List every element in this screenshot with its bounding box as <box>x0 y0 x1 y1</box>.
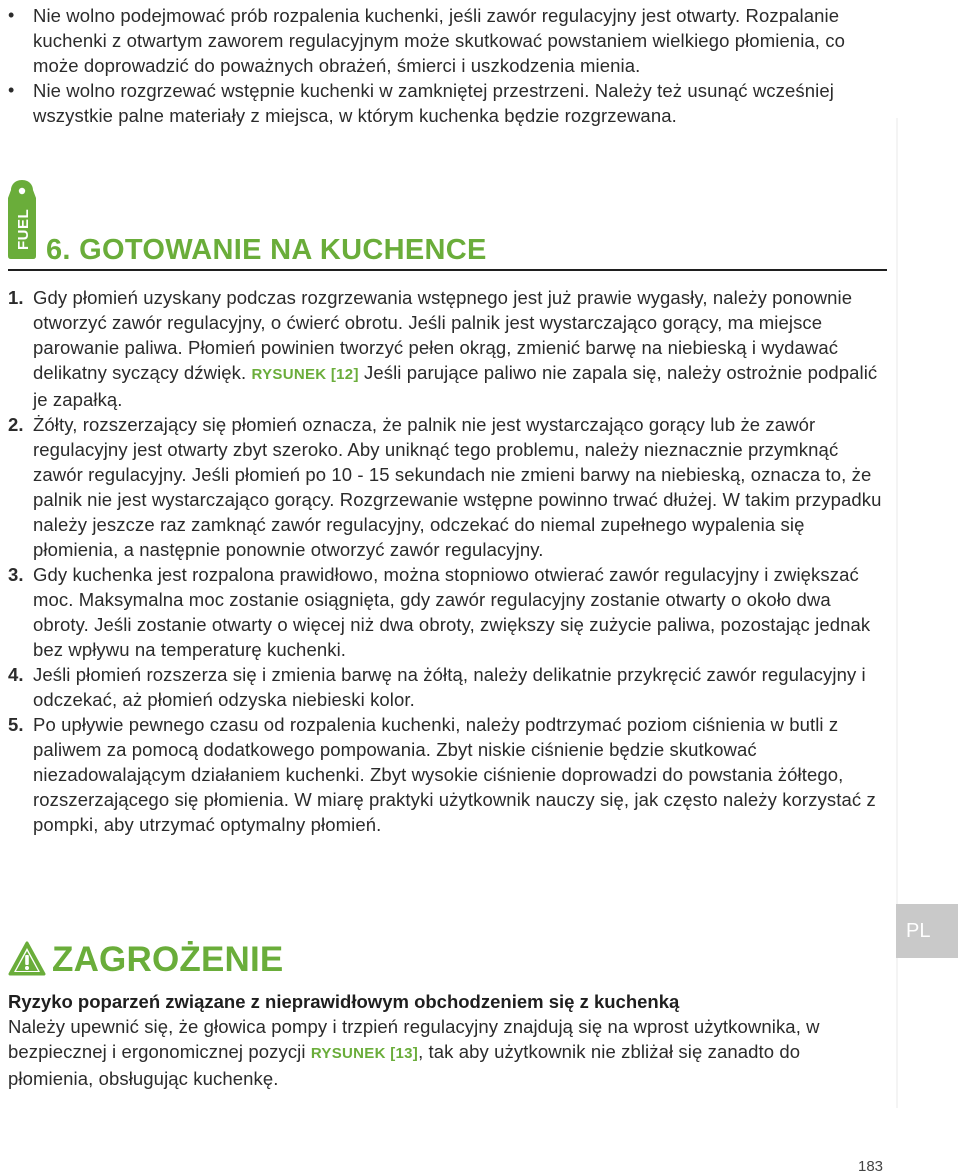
bullet-item <box>8 3 888 78</box>
figure-reference: RYSUNEK [12] <box>251 366 359 383</box>
bullet-text: Nie wolno rozgrzewać wstępnie kuchenki w zamkniętej przestrzeni. Należy też usunąć wcześniej wszystkie palne materiały z miejsca, w którym kuchenka będzie rozgrzewana. <box>33 80 834 126</box>
steps-list <box>8 285 888 837</box>
fuel-tag-icon <box>4 178 40 260</box>
margin-strip <box>896 118 898 1108</box>
step-item <box>8 712 888 837</box>
bullet-text: Nie wolno podejmować prób rozpalenia kuchenki, jeśli zawór regulacyjny jest otwarty. Rozpalanie kuchenki z otwartym zaworem regulacyjnym może skutkować powstaniem wielkiego płomienia, co może doprowadzić do poważnych obrażeń, śmierci i uszkodzenia mienia. <box>33 5 846 76</box>
safety-bullet-list <box>8 3 888 128</box>
step-number: 3. <box>8 564 24 585</box>
step-item <box>8 285 888 412</box>
step-item <box>8 412 888 562</box>
figure-reference: RYSUNEK [13] <box>310 1045 419 1062</box>
warning-subtitle: Ryzyko poparzeń związane z nieprawidłowym obchodzeniem się z kuchenką <box>8 991 680 1012</box>
step-text: Gdy kuchenka jest rozpalona prawidłowo, można stopniowo otwierać zawór regulacyjny i zwiększać moc. Maksymalna moc zostanie osiągnięta, gdy zawór regulacyjny zostanie otwarty o około dwa obroty. Jeśli zostanie otwarty o więcej niż dwa obroty, zwiększy się zużycie paliwa, pozostając jednak bez wpływu na temperaturę kuchenki. <box>33 564 871 660</box>
page-number: 183 <box>858 1158 884 1175</box>
step-number: 2. <box>8 414 24 435</box>
bullet-item <box>8 78 888 128</box>
warning-triangle-icon <box>8 941 46 977</box>
step-text-cont: Jeśli parujące paliwo nie zapala się, należy ostrożnie podpalić je zapałką. <box>33 362 878 410</box>
step-number: 5. <box>8 714 24 735</box>
language-tab: PL <box>896 904 958 958</box>
step-number: 4. <box>8 664 24 685</box>
step-text: Żółty, rozszerzający się płomień oznacza, że palnik nie jest wystarczająco gorący lub że zawór regulacyjny jest otwarty zbyt szeroko. Aby uniknąć tego problemu, należy nieznacznie przymknąć zawór regulacyjny. Jeśli płomień po 10 - 15 sekundach nie zmieni barwy na niebieską, oznacza to, że palnik nie jest wystarczająco gorący. Rozgrzewanie wstępne powinno trwać dłużej. W takim przypadku należy jeszcze raz zamknąć zawór regulacyjny, odczekać do niemal zupełnego wypalenia się płomienia, a następnie ponownie otworzyć zawór regulacyjny. <box>33 414 882 560</box>
step-text: Po upływie pewnego czasu od rozpalenia kuchenki, należy podtrzymać poziom ciśnienia w butli z paliwem za pomocą dodatkowego pompowania. Zbyt niskie ciśnienie będzie skutkować niezadowalającym działaniem kuchenki. Zbyt wysokie ciśnienie doprowadzi do powstania żółtego, rozszerzającego się płomienia. W miarę praktyki użytkownik nauczy się, jak często należy korzystać z pompki, aby utrzymać optymalny płomień. <box>33 714 876 835</box>
warning-text: Należy upewnić się, że głowica pompy i trzpień regulacyjny znajdują się na wprost użytkownika, w bezpiecznej i ergonomicznej pozycji <box>8 1016 820 1062</box>
bullet-dot: • <box>8 5 15 25</box>
section-title: 6. GOTOWANIE NA KUCHENCE <box>46 234 487 266</box>
step-number: 1. <box>8 287 24 308</box>
warning-title: ZAGROŻENIE <box>52 940 284 979</box>
step-item <box>8 562 888 662</box>
step-text: Jeśli płomień rozszerza się i zmienia barwę na żółtą, należy delikatnie przykręcić zawór regulacyjny i odczekać, aż płomień odzyska niebieski kolor. <box>33 664 866 710</box>
warning-text-cont: , tak aby użytkownik nie zbliżał się zanadto do płomienia, obsługując kuchenkę. <box>8 1041 801 1089</box>
fuel-tag-label: FUEL <box>15 208 32 250</box>
step-item <box>8 662 888 712</box>
warning-body <box>8 1014 888 1091</box>
step-text: Gdy płomień uzyskany podczas rozgrzewania wstępnego jest już prawie wygasły, należy ponownie otworzyć zawór regulacyjny, o ćwierć obrotu. Jeśli palnik jest wystarczająco gorący, ma miejsce parowanie paliwa. Płomień powinien tworzyć pełen okrąg, zmienić barwę na niebieską i wydawać delikatny syczący dźwięk. <box>33 287 853 383</box>
bullet-dot: • <box>8 80 15 100</box>
section-divider <box>8 269 887 271</box>
